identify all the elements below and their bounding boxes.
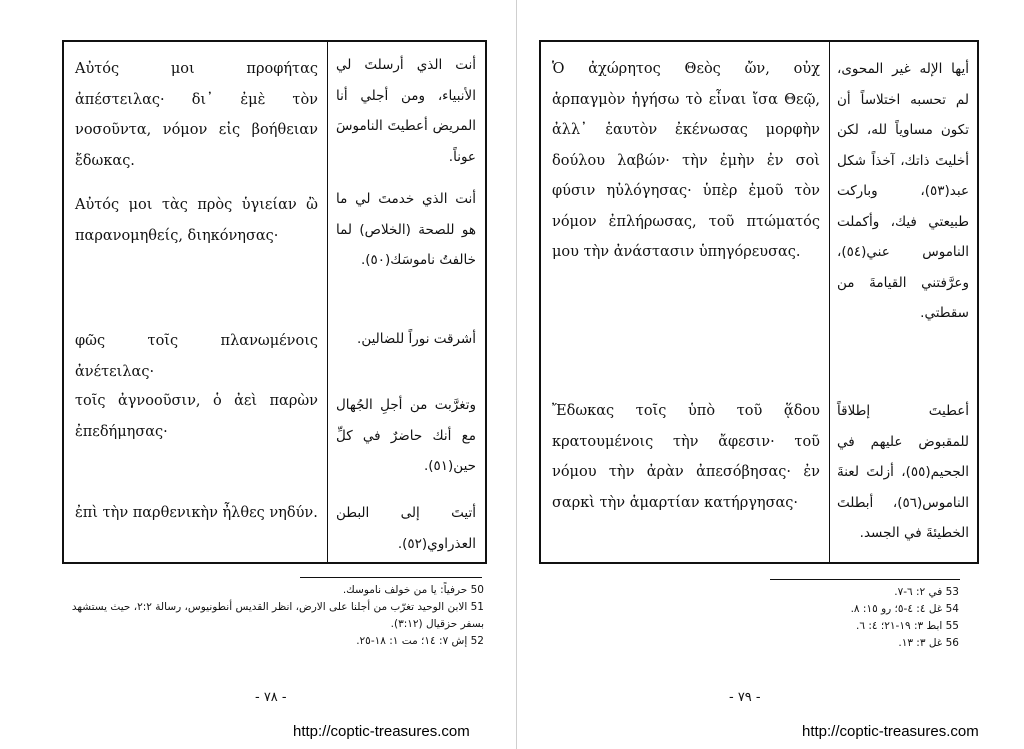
arabic-text-block: [336, 390, 476, 482]
footnotes-right: [749, 584, 959, 652]
text-frame-right: [539, 40, 979, 564]
footnote-rule: [770, 579, 960, 580]
arabic-paragraph: أعطيتَ إطلاقاً للمقبوض عليهم في الجحيم(٥٥)، أزلتَ لعنةَ الناموس(٥٦)، أبطلتَ الخطيئةَ في الجسد.: [837, 403, 969, 541]
greek-paragraph: Αὐτός μοι προφήτας ἀπέστειλας· δι᾽ ἐμὲ τὸν νοσοῦντα, νόμον εἰς βοήθειαν ἔδωκας.: [75, 61, 318, 169]
footnote: 50 حرفياً: يا من خولف ناموسك.: [342, 584, 484, 596]
footnote: 56 غل ٣: ١٣.: [898, 637, 959, 649]
greek-text-block: [75, 190, 318, 251]
source-url[interactable]: http://coptic-treasures.com: [802, 723, 979, 740]
arabic-text-block: [336, 50, 476, 172]
page-number: - ٧٨ -: [255, 690, 287, 705]
footnote: 55 ابط ٣: ١٩-٢١؛ ٤: ٦.: [856, 620, 959, 632]
greek-text-block: [552, 54, 820, 268]
arabic-paragraph: أيها الإله غير المحوى، لم تحسبه اختلاساً أن تكون مساوياً لله، لكن أخليتَ ذاتك، آخذاً شكل عبد(٥٣)، وباركت طبيعتي فيك، وأكملت الناموس عني(٥٤)، وعرَّفتني القيامةَ من سقطتي.: [837, 61, 969, 321]
greek-text-block: [75, 498, 318, 529]
footnotes-left: [66, 582, 484, 650]
greek-text-block: [75, 326, 318, 387]
text-frame-left: [62, 40, 487, 564]
footnote: 52 إش ٧: ١٤؛ مت ١: ١٨-٢٥.: [356, 635, 484, 647]
footnote: 53 في ٢: ٦-٧.: [894, 586, 959, 598]
arabic-paragraph: أتيتَ إلى البطن العذراوي(٥٢).: [336, 505, 476, 552]
greek-paragraph: φῶς τοῖς πλανωμένοις ἀνέτειλας·: [75, 333, 318, 380]
footnote-rule: [300, 577, 482, 578]
footnote: 54 غل ٤: ٤-٥؛ رو ١٥: ٨.: [850, 603, 959, 615]
arabic-text-block: [336, 498, 476, 559]
column-divider: [829, 42, 830, 562]
arabic-paragraph: أنت الذي خدمتَ لي ما هو للصحة (الخلاص) لما خالفتُ ناموسَك(٥٠).: [336, 191, 476, 268]
greek-paragraph: Αὐτός μοι τὰς πρὸς ὑγιείαν ὢ παρανομηθείς, διηκόνησας·: [75, 197, 318, 244]
footnote: 51 الابن الوحيد تغرّب من أجلنا على الارض، انظر القديس أنطونيوس، رسالة ٢:٢، حيث يستشهد بسفر حزقيال (٣:١٢).: [71, 601, 484, 630]
greek-paragraph: Ἔδωκας τοῖς ὑπὸ τοῦ ᾅδου κρατουμένοις τὴν ἄφεσιν· τοῦ νόμου τὴν ἀρὰν ἀπεσόβησας· ἐν σαρκὶ τὴν ἁμαρτίαν κατήργησας·: [552, 403, 820, 511]
greek-paragraph: τοῖς ἀγνοοῦσιν, ὁ ἀεὶ παρὼν ἐπεδήμησας·: [75, 393, 318, 440]
source-url[interactable]: http://coptic-treasures.com: [293, 723, 470, 740]
column-divider: [327, 42, 328, 562]
arabic-text-block: [336, 324, 476, 355]
arabic-text-block: [837, 54, 969, 329]
arabic-text-block: [336, 184, 476, 276]
arabic-text-block: [837, 396, 969, 549]
greek-paragraph: Ὁ ἀχώρητος Θεὸς ὤν, οὐχ ἁρπαγμὸν ἡγήσω τὸ εἶναι ἴσα Θεῷ, ἀλλ᾽ ἑαυτὸν ἐκένωσας μορφὴν δούλου λαβών· τὴν ἐμὴν ἐν σοὶ φύσιν ηὐλόγησας· ὑπὲρ ἐμοῦ τὸν νόμον ἐπλήρωσας, τοῦ πτώματός μου τὴν ἀνάστασιν ὑπηγόρευσας.: [552, 61, 820, 260]
page-number: - ٧٩ -: [729, 690, 761, 705]
greek-text-block: [75, 54, 318, 176]
arabic-paragraph: أشرقت نوراً للضالين.: [357, 331, 476, 347]
right-page: [517, 0, 1024, 749]
greek-text-block: [552, 396, 820, 518]
arabic-paragraph: أنت الذي أرسلتَ لي الأنبياء، ومن أجلي أنا المريض أعطيتَ الناموسَ عوناً.: [336, 57, 476, 165]
greek-paragraph: ἐπὶ τὴν παρθενικὴν ἦλθες νηδύν.: [75, 505, 318, 521]
greek-text-block: [75, 386, 318, 447]
arabic-paragraph: وتغرَّبت من أجلِ الجُهال مع أنك حاضرٌ في كلِّ حين(٥١).: [336, 397, 476, 474]
